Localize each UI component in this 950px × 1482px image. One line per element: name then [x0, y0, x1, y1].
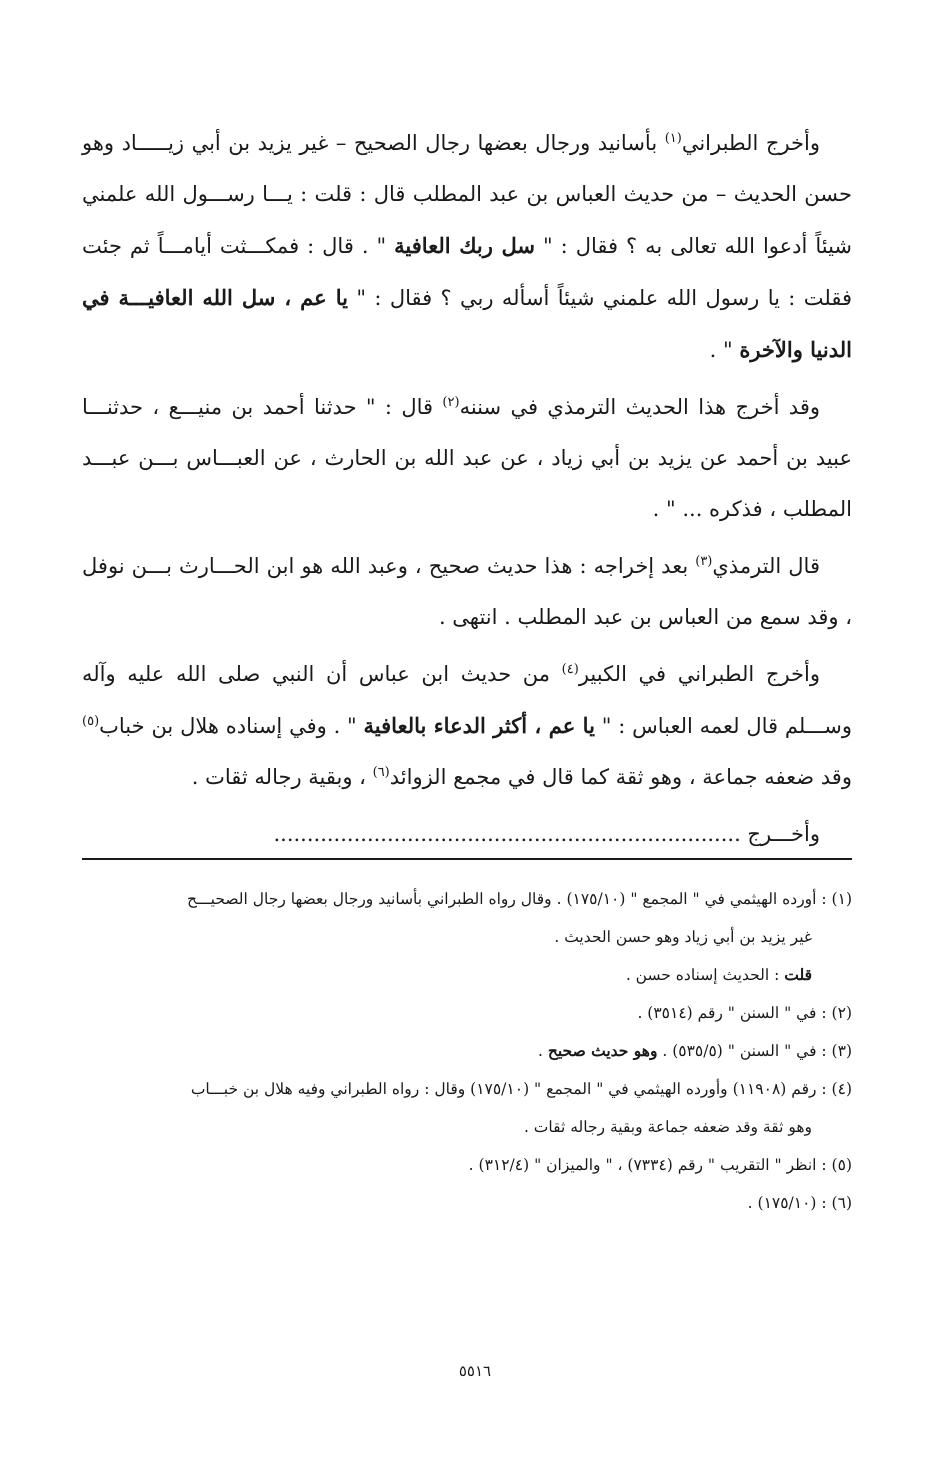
text: وقد ضعفه جماعة ، وهو ثقة كما قال في مجمع الزوائد: [389, 765, 852, 789]
footnote-tail: .: [538, 1042, 548, 1060]
footnote-5: [82, 1146, 852, 1184]
footnote-label: (٦) :: [821, 1194, 852, 1212]
paragraph-3: [82, 541, 852, 643]
text: وأخـــرج ......................................................................: [273, 822, 820, 846]
footnote-label: (٣) :: [821, 1042, 852, 1060]
footnote-text: (١٧٥/١٠) .: [747, 1194, 822, 1212]
remark-label: قلت: [784, 965, 812, 984]
text: " .: [709, 338, 740, 362]
footnote-4-continuation: وهو ثقة وقد ضعفه جماعة وبقية رجاله ثقات .: [523, 1118, 812, 1136]
footnote-1: [82, 880, 852, 918]
footnote-1-remark: [82, 956, 852, 994]
text: بأسانيد ورجال بعضها رجال الصحيح – غير يزيد بن أبي زيـــــاد وهو حسن الحديث – من حديث العباس بن عبد المطلب قال : قلت : يـــا رســـول الله علمني شيئاً أدعوا الله تعالى به ؟ فقال : ": [82, 131, 853, 258]
footnote-label: (١) :: [821, 890, 852, 908]
footnote-ref-6[interactable]: (٦): [372, 765, 390, 780]
footnote-text: انظر " التقريب " رقم (٧٣٣٤) ، " والميزان " (٣١٢/٤) .: [468, 1156, 822, 1174]
footnote-label: (٥) :: [821, 1156, 852, 1174]
footnote-text: رقم (١١٩٠٨) وأورده الهيثمي في " المجمع " (١٧٥/١٠) وقال : رواه الطبراني وفيه هلال بن خبـــاب: [190, 1080, 822, 1098]
footnote-3: [82, 1032, 852, 1070]
footnotes: [82, 880, 852, 1222]
footnote-6: [82, 1184, 852, 1222]
footnote-4: [82, 1070, 852, 1108]
footnote-ref-2[interactable]: (٢): [442, 395, 460, 410]
footnote-2: [82, 994, 852, 1032]
paragraph-5: [82, 809, 852, 860]
paragraph-4: [82, 649, 852, 803]
footnote-ref-1[interactable]: (١): [664, 131, 682, 146]
text: من حديث ابن عباس أن النبي صلى الله عليه وآله وســـلم قال لعمه العباس : ": [82, 662, 853, 738]
footnote-ref-4[interactable]: (٤): [561, 662, 579, 677]
footnote-text: في " السنن " (٥٣٥/٥) .: [657, 1042, 822, 1060]
text: قال : " حدثنا أحمد بن منيـــع ، حدثنـــا عبيد بن أحمد عن يزيد بن أبي زياد ، عن عبد الله بن الحارث ، عن العبـــاس بـــن عبـــد المطلب ، فذكره ... " .: [82, 395, 852, 521]
footnote-ref-5[interactable]: (٥): [82, 714, 100, 729]
remark-text: : الحديث إسناده حسن .: [625, 966, 785, 984]
page-number: ٥٥١٦: [458, 1362, 492, 1380]
text: وقد أخرج هذا الحديث الترمذي في سننه: [459, 395, 821, 419]
footnote-1-continuation: غير يزيد بن أبي زياد وهو حسن الحديث .: [554, 928, 812, 946]
text: وأخرج الطبراني في الكبير: [578, 662, 820, 686]
footnote-label: (٤) :: [821, 1080, 852, 1098]
text: قال الترمذي: [712, 554, 820, 578]
bold-quote: يا عم ، سل الله العافيـــة في الدنيا والآخرة: [82, 285, 852, 362]
paragraph-1: [82, 118, 852, 376]
paragraph-2: [82, 382, 852, 535]
text: بعد إخراجه : هذا حديث صحيح ، وعبد الله هو ابن الحـــارث بـــن نوفل ، وقد سمع من العباس بن عبد المطلب . انتهى .: [82, 554, 852, 629]
text: " . وفي إسناده هلال بن خباب: [99, 714, 364, 738]
main-text: [82, 118, 852, 866]
text: " . قال : فمكـــثت أيامـــاً ثم جئت فقلت : يا رسول الله علمني شيئاً أسأله ربي ؟ فقال : ": [82, 234, 852, 310]
footnote-bold: وهو حديث صحيح: [547, 1041, 658, 1060]
bold-quote: سل ربك العافية: [394, 233, 536, 258]
text: وأخرج الطبراني: [681, 131, 821, 155]
footnote-text: أورده الهيثمي في " المجمع " (١٧٥/١٠) . وقال رواه الطبراني بأسانيد ورجال بعضها رجال الصحيـــح: [187, 890, 822, 908]
footnote-text: في " السنن " رقم (٣٥١٤) .: [637, 1004, 822, 1022]
footnote-label: (٢) :: [821, 1004, 852, 1022]
footnote-divider: [82, 858, 852, 860]
bold-quote: يا عم ، أكثر الدعاء بالعافية: [363, 713, 595, 738]
text: ، وبقية رجاله ثقات .: [191, 765, 373, 789]
footnote-ref-3[interactable]: (٣): [695, 554, 713, 569]
